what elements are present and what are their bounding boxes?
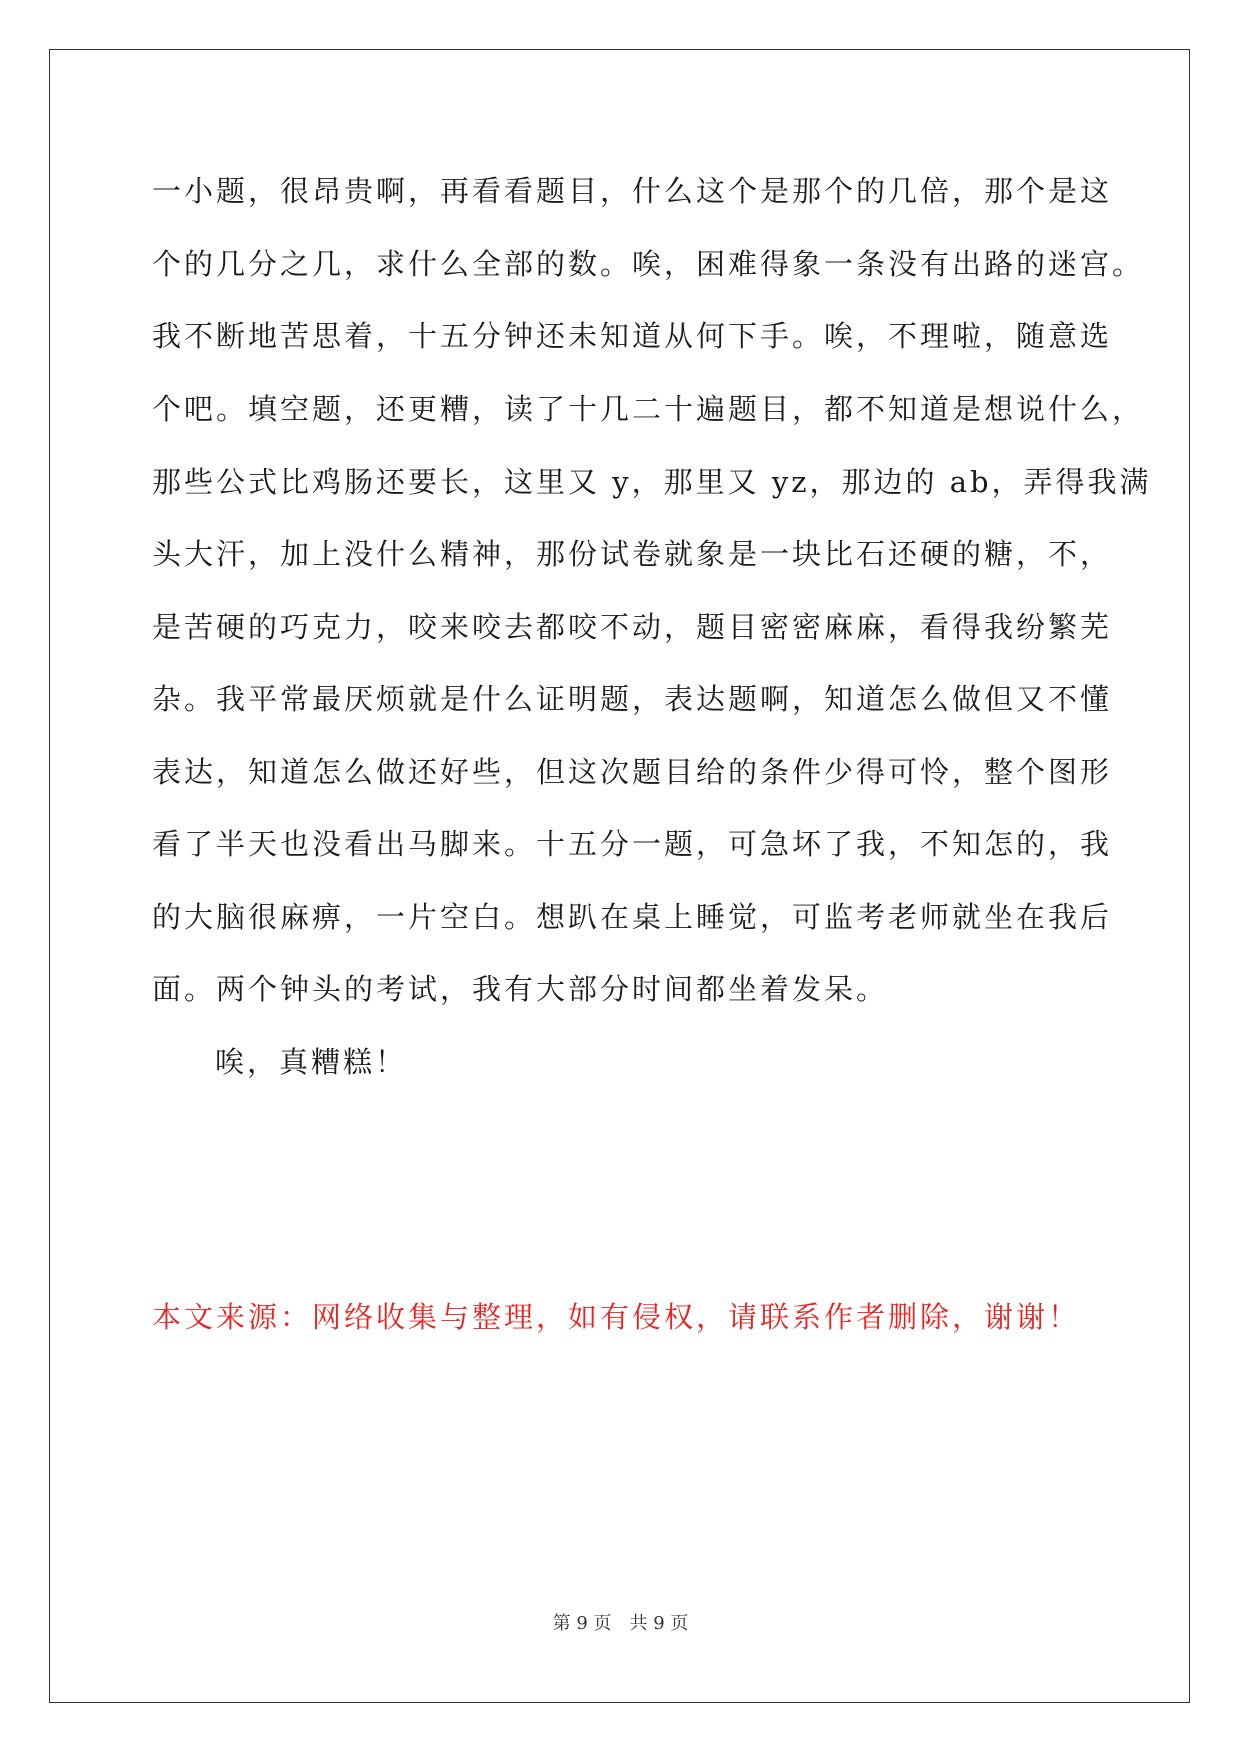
page-border xyxy=(49,49,1190,1703)
paragraph-line: 个的几分之几，求什么全部的数。唉，困难得象一条没有出路的迷宫。 xyxy=(152,247,1145,281)
paragraph-line: 是苦硬的巧克力，咬来咬去都咬不动，题目密密麻麻，看得我纷繁芜 xyxy=(152,610,1113,644)
paragraph-line: 表达，知道怎么做还好些，但这次题目给的条件少得可怜，整个图形 xyxy=(152,755,1113,789)
paragraph-line: 那些公式比鸡肠还要长，这里又 y，那里又 yz，那边的 ab，弄得我满 xyxy=(152,465,1152,499)
paragraph-line: 面。两个钟头的考试，我有大部分时间都坐着发呆。 xyxy=(152,972,889,1006)
paragraph-line: 头大汗，加上没什么精神，那份试卷就象是一块比石还硬的糖，不， xyxy=(152,537,1113,571)
paragraph-line: 的大脑很麻痹，一片空白。想趴在桌上睡觉，可监考老师就坐在我后 xyxy=(152,900,1113,934)
paragraph-line: 看了半天也没看出马脚来。十五分一题，可急坏了我，不知怎的，我 xyxy=(152,827,1113,861)
paragraph-line: 个吧。填空题，还更糟，读了十几二十遍题目，都不知道是想说什么， xyxy=(152,392,1145,426)
closing-paragraph: 唉，真糟糕！ xyxy=(215,1045,408,1079)
paragraph-line: 一小题，很昂贵啊，再看看题目，什么这个是那个的几倍，那个是这 xyxy=(152,174,1113,208)
paragraph-line: 杂。我平常最厌烦就是什么证明题，表达题啊，知道怎么做但又不懂 xyxy=(152,682,1113,716)
paragraph-line: 我不断地苦思着，十五分钟还未知道从何下手。唉，不理啦，随意选 xyxy=(152,319,1113,353)
source-disclaimer: 本文来源：网络收集与整理，如有侵权，请联系作者删除，谢谢！ xyxy=(152,1300,1081,1334)
page-number-footer: 第 9 页 共 9 页 xyxy=(552,1613,689,1634)
